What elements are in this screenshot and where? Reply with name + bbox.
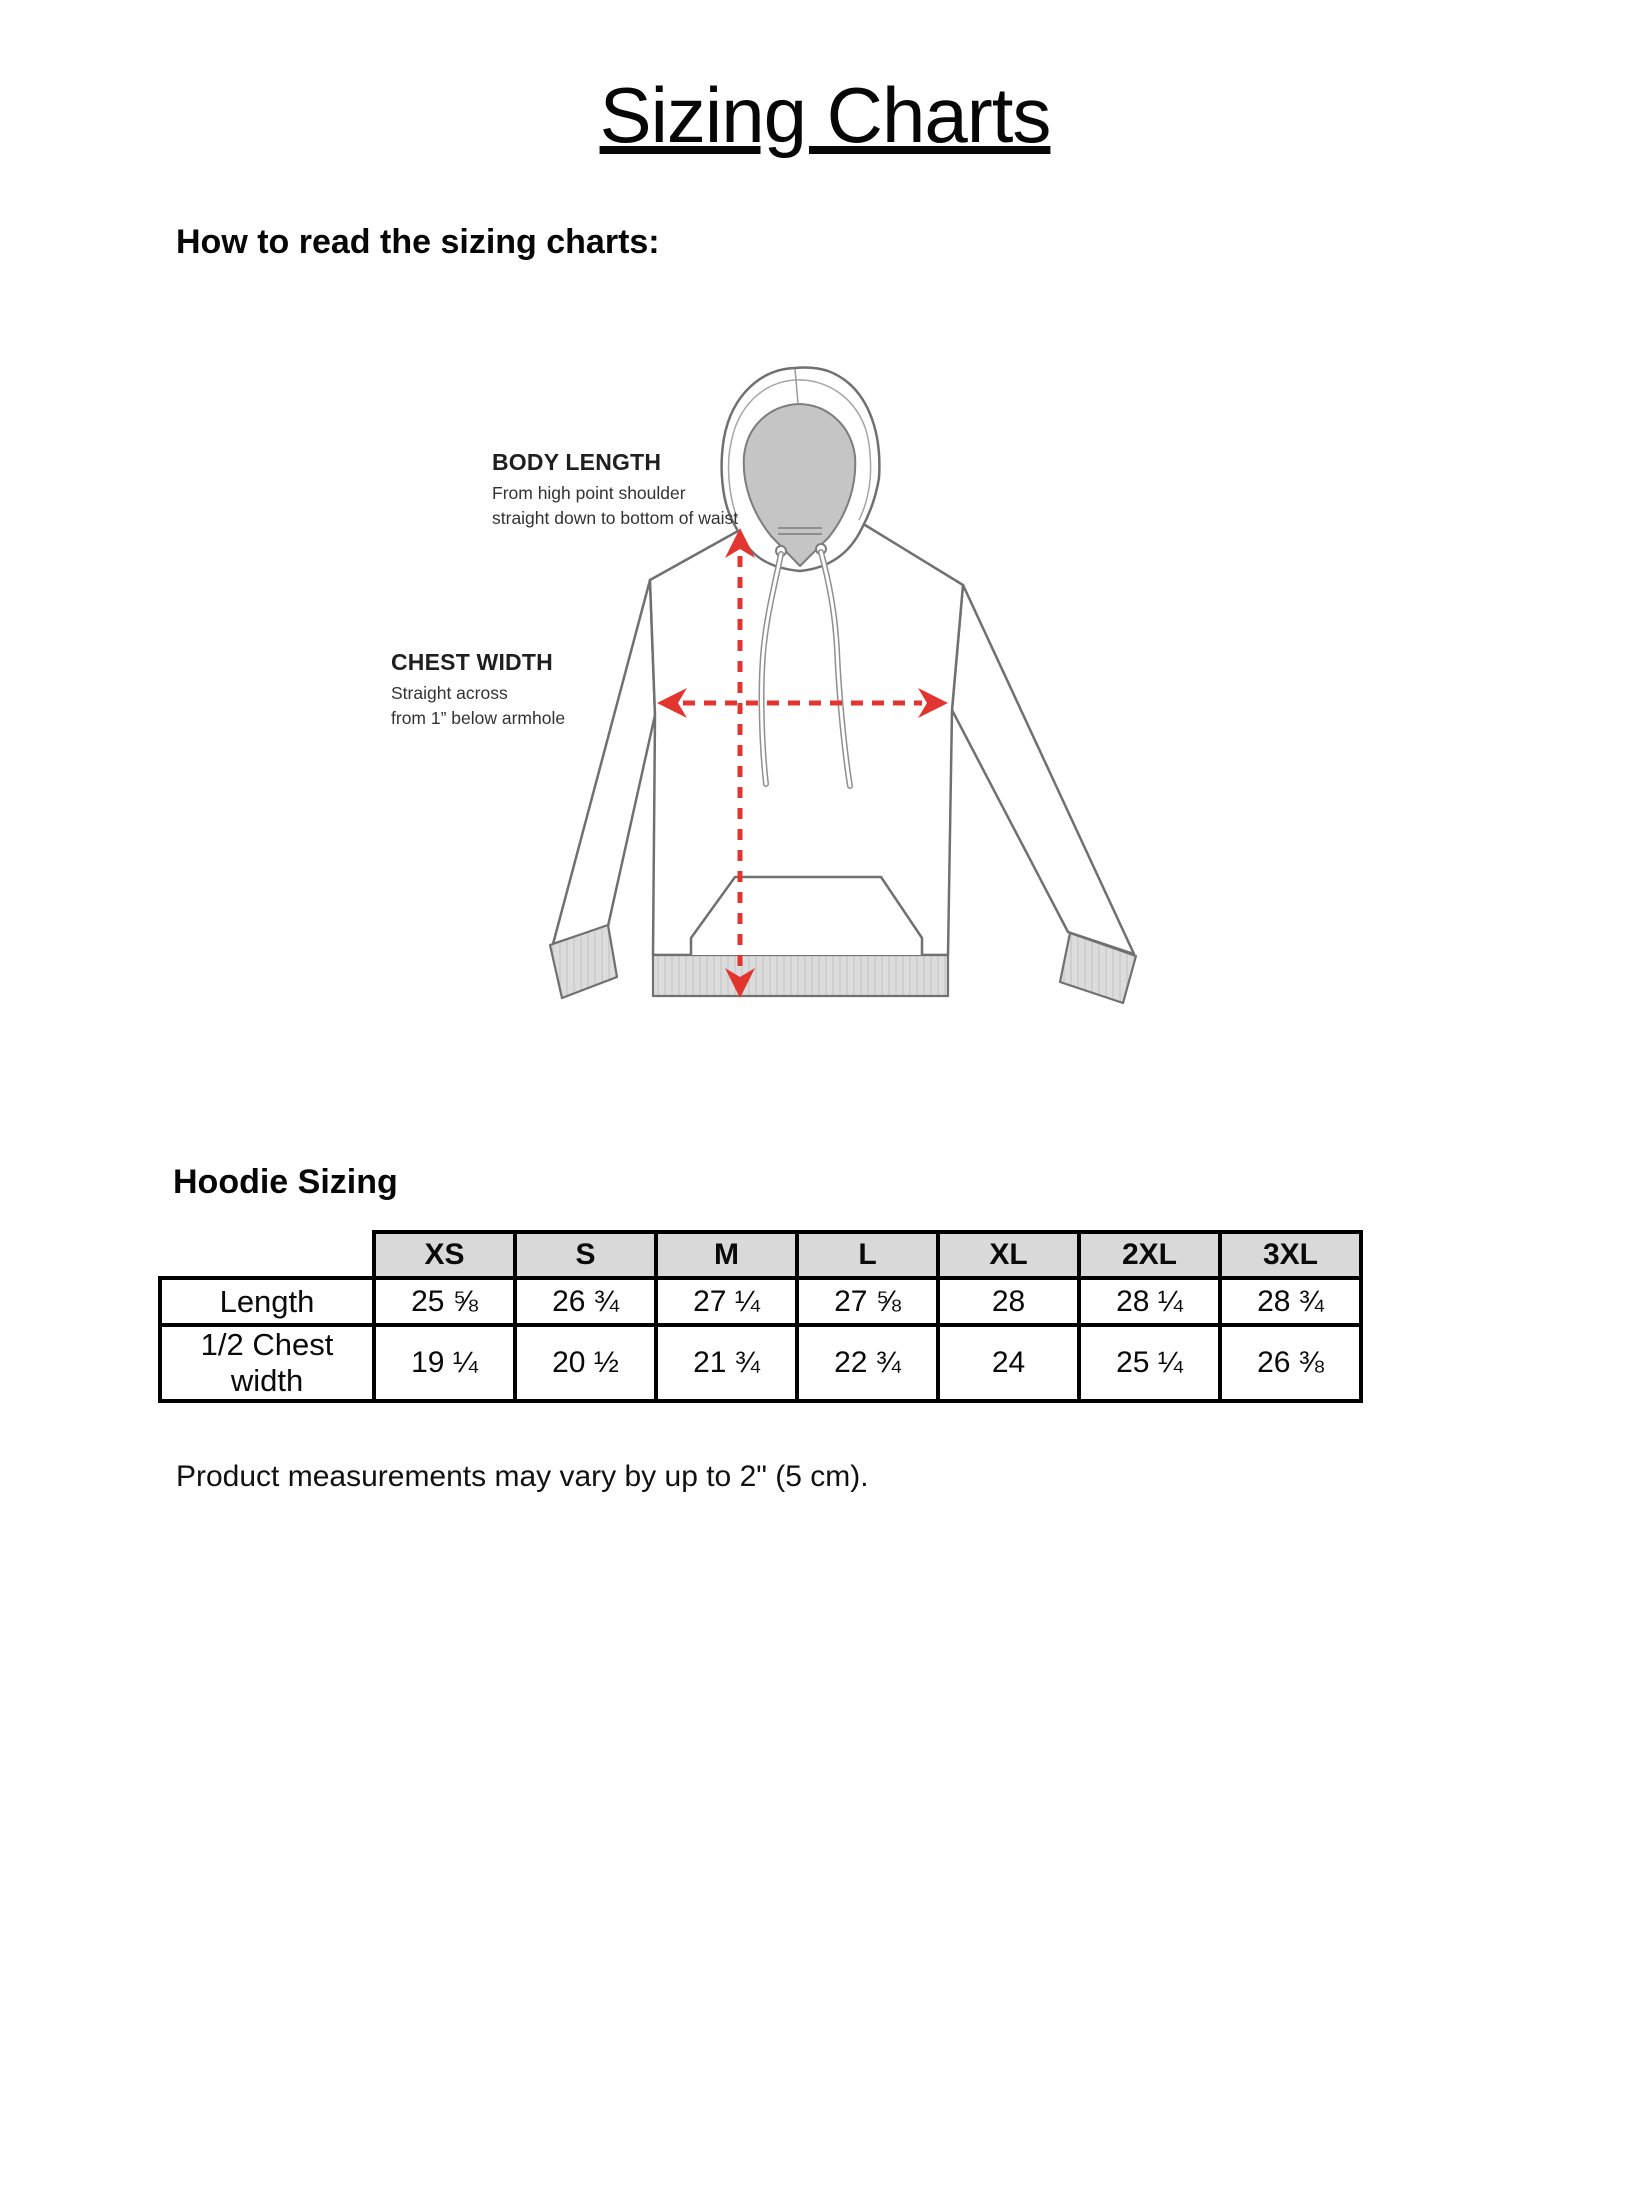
cell-length-l: 27 ⅝ (797, 1278, 938, 1325)
cell-chest-3xl: 26 ⅜ (1220, 1325, 1361, 1401)
cell-length-2xl: 28 ¼ (1079, 1278, 1220, 1325)
hoodie-sizing-table (158, 1230, 1363, 1403)
cell-chest-2xl: 25 ¼ (1079, 1325, 1220, 1401)
chest-width-label: CHEST WIDTH (391, 649, 553, 675)
how-to-heading: How to read the sizing charts: (176, 223, 660, 261)
page-title: Sizing Charts (599, 71, 1051, 159)
col-header-m: M (656, 1232, 797, 1278)
col-header-xs: XS (374, 1232, 515, 1278)
cell-length-xl: 28 (938, 1278, 1079, 1325)
table-row-length (160, 1278, 1361, 1325)
cell-chest-xs: 19 ¼ (374, 1325, 515, 1401)
row-label-chest-width (160, 1325, 374, 1401)
body-length-desc-line1: From high point shoulder (492, 483, 686, 503)
cell-length-3xl: 28 ¾ (1220, 1278, 1361, 1325)
cell-length-xs: 25 ⅝ (374, 1278, 515, 1325)
title-block (0, 70, 1650, 161)
kangaroo-pocket (691, 877, 922, 955)
left-sleeve (553, 580, 655, 944)
body-length-desc-line2: straight down to bottom of waist (492, 508, 739, 528)
table-corner-cell (160, 1232, 374, 1278)
row-label-length (160, 1278, 374, 1325)
cell-chest-l: 22 ¾ (797, 1325, 938, 1401)
col-header-xl: XL (938, 1232, 1079, 1278)
cell-length-s: 26 ¾ (515, 1278, 656, 1325)
chest-width-desc-line2: from 1” below armhole (391, 708, 566, 728)
cell-chest-s: 20 ½ (515, 1325, 656, 1401)
col-header-2xl: 2XL (1079, 1232, 1220, 1278)
col-header-s: S (515, 1232, 656, 1278)
cell-length-m: 27 ¼ (656, 1278, 797, 1325)
table-header-row (160, 1232, 1361, 1278)
col-header-l: L (797, 1232, 938, 1278)
cell-chest-m: 21 ¾ (656, 1325, 797, 1401)
cell-chest-xl: 24 (938, 1325, 1079, 1401)
chest-width-desc-line1: Straight across (391, 683, 508, 703)
right-sleeve (952, 585, 1134, 954)
hem-band (653, 955, 948, 996)
col-header-3xl: 3XL (1220, 1232, 1361, 1278)
hoodie-sizing-heading: Hoodie Sizing (173, 1163, 398, 1201)
measurement-note: Product measurements may vary by up to 2" (5 cm). (176, 1460, 869, 1493)
body-length-label: BODY LENGTH (492, 449, 662, 475)
chest-width-annotation (391, 649, 621, 731)
body-length-annotation (492, 449, 752, 531)
table-row-chest-width (160, 1325, 1361, 1401)
row-label-chest-width-text: 1/2 Chest width (200, 1327, 334, 1398)
row-label-length-text: Length (219, 1283, 315, 1319)
